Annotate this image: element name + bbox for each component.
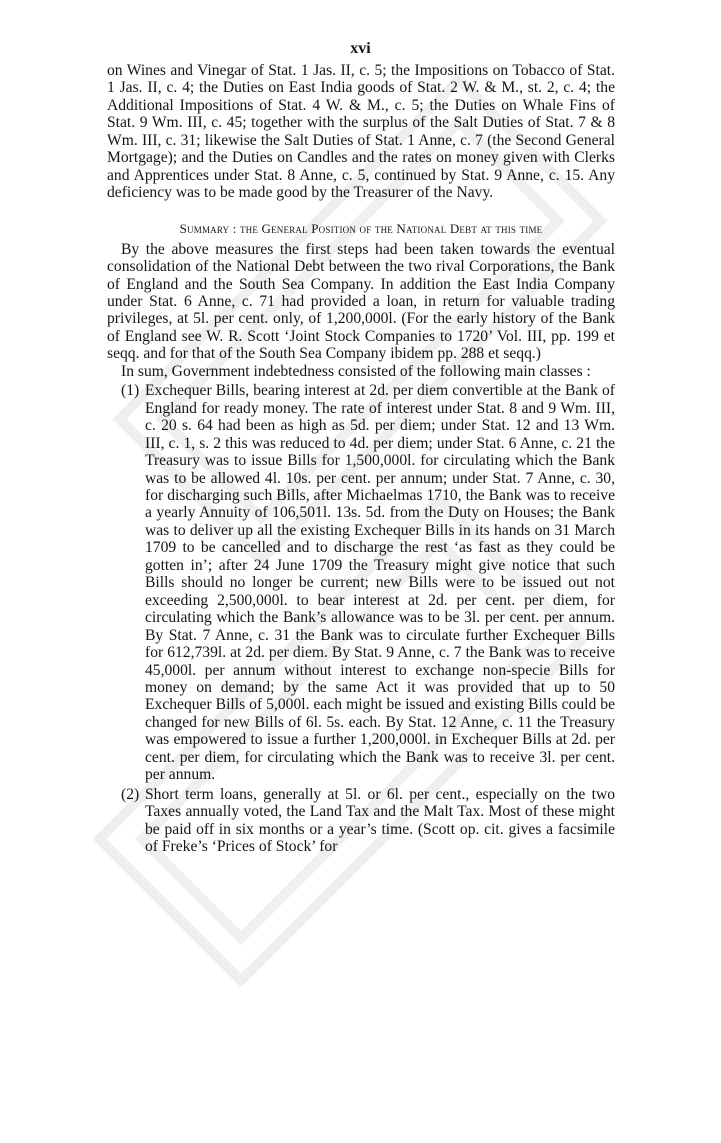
- page-number: xvi: [350, 40, 371, 57]
- list-item: [107, 786, 615, 856]
- item-number: (1): [121, 382, 140, 400]
- text-body: [107, 62, 615, 855]
- continuation-paragraph: on Wines and Vinegar of Stat. 1 Jas. II, c. 5; the Impositions on Tobacco of Stat. 1 Jas. II, c. 4; the Duties on East India goods of Stat. 2 W. & M., st. 2, c. 4; the Additional Impositions of Stat. 4 W. & M., c. 5; the Duties on Whale Fins of Stat. 9 Wm. III, c. 45; together with the surplus of the Salt Duties of Stat. 7 & 8 Wm. III, c. 31; likewise the Salt Duties of Stat. 1 Anne, c. 7 (the Second General Mortgage); and the Duties on Candles and the rates on money given with Clerks and Apprentices under Stat. 8 Anne, c. 5, continued by Stat. 9 Anne, c. 15. Any deficiency was to be made good by the Treasurer of the Navy.: [107, 62, 615, 202]
- item-text: Exchequer Bills, bearing interest at 2d. per diem convertible at the Bank of England for ready money. The rate of interest under Stat. 8 and 9 Wm. III, c. 20 s. 64 had been as high as 5d. per diem; under Stat. 12 and 13 Wm. III, c. 1, s. 2 this was reduced to 4d. per diem; under Stat. 6 Anne, c. 21 the Treasury was to issue Bills for 1,500,000l. for circulating which the Bank was to be allowed 4l. 10s. per cent. per annum; under Stat. 7 Anne, c. 30, for discharging such Bills, after Michaelmas 1710, the Bank was to receive a yearly Annuity of 106,501l. 13s. 5d. from the Duty on Houses; the Bank was to deliver up all the existing Exchequer Bills in its hands on 31 March 1709 to be cancelled and to discharge the rest ‘as fast as they could be gotten in’; after 24 June 1709 the Treasury might give notice that such Bills should no longer be current; new Bills were to be issued out not exceeding 2,500,000l. to bear interest at 2d. per cent. per diem, for circulating which the Bank’s allowance was to be 3l. per cent. per annum. By Stat. 7 Anne, c. 31 the Bank was to circulate further Exchequer Bills for 612,739l. at 2d. per diem. By Stat. 9 Anne, c. 7 the Bank was to receive 45,000l. per annum without interest to exchange non-specie Bills for money on demand; by the same Act it was provided that up to 50 Exchequer Bills of 5,000l. each might be issued and existing Bills could be changed for new Bills of 6l. 5s. each. By Stat. 12 Anne, c. 11 the Treasury was empowered to issue a further 1,200,000l. in Exchequer Bills at 2d. per cent. per diem, for circulating which the Bank was to receive 3l. per cent. per annum.: [145, 382, 615, 784]
- section-heading: Summary : the General Position of the National Debt at this time: [179, 220, 543, 236]
- item-text: Short term loans, generally at 5l. or 6l. per cent., especially on the two Taxes annually voted, the Land Tax and the Malt Tax. Most of these might be paid off in six months or a year’s time. (Scott op. cit. gives a facsimile of Freke’s ‘Prices of Stock’ for: [145, 785, 615, 856]
- list-item: [107, 382, 615, 783]
- classes-intro: In sum, Government indebtedness consisted of the following main classes :: [121, 362, 591, 380]
- item-number: (2): [121, 785, 140, 803]
- summary-paragraph: By the above measures the first steps had been taken towards the eventual consolidation of the National Debt between the two rival Corporations, the Bank of England and the South Sea Company. In addition the East India Company under Stat. 6 Anne, c. 71 had provided a loan, in return for valuable trading privileges, at 5l. per cent. only, of 1,200,000l. (For the early history of the Bank of England see W. R. Scott ‘Joint Stock Companies to 1720’ Vol. III, pp. 199 et seqq. and for that of the South Sea Company ibidem pp. 288 et seqq.): [107, 240, 615, 363]
